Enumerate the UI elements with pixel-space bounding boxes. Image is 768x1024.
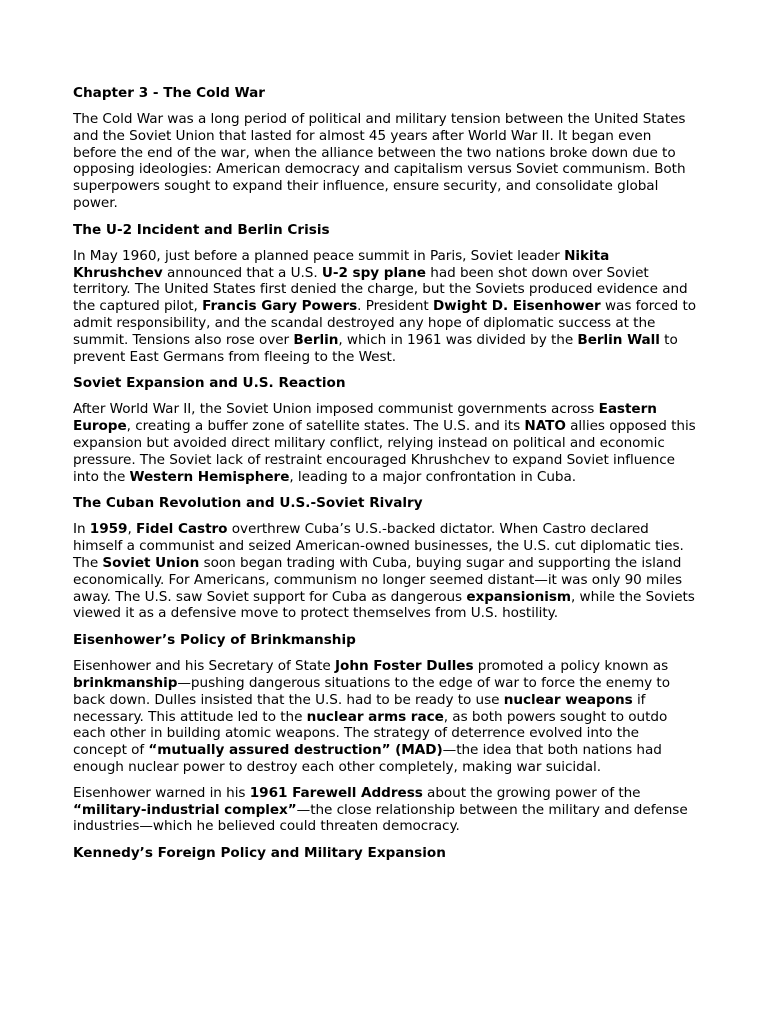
bold-term: 1961 Farewell Address	[249, 784, 423, 801]
bold-term: NATO	[524, 418, 566, 435]
text-run: , which in 1961 was divided by the	[338, 331, 578, 348]
text-run: —pushing dangerous situations to the edge of war to force the enemy to back down. Dulles insisted that the U.S. had to be ready to use	[73, 674, 670, 708]
section-heading: The Cuban Revolution and U.S.-Soviet Rivalry	[73, 495, 423, 512]
text-run: , as both powers sought to outdo each other in building atomic weapons. The strategy of deterrence evolved into the concept of	[73, 708, 668, 759]
section-heading: Soviet Expansion and U.S. Reaction	[73, 375, 346, 392]
bold-term: nuclear arms race	[306, 708, 444, 725]
text-run: , leading to a major confrontation in Cuba.	[289, 468, 577, 485]
text-run: . President	[357, 298, 433, 315]
bold-term: U-2 spy plane	[321, 264, 426, 281]
body-paragraph	[73, 248, 697, 366]
text-run: In May 1960, just before a planned peace summit in Paris, Soviet leader	[73, 247, 565, 264]
text-run: had been shot down over Soviet territory. The United States first denied the charge, but the Soviets produced evidence and the captured pilot,	[73, 264, 688, 315]
bold-term: nuclear weapons	[503, 691, 633, 708]
text-run: Eisenhower and his Secretary of State	[73, 658, 336, 675]
text-run: Eisenhower warned in his	[73, 784, 250, 801]
document-page	[73, 84, 697, 871]
bold-term: Soviet Union	[102, 554, 200, 571]
text-run: After World War II, the Soviet Union imposed communist governments across	[73, 401, 599, 418]
body-paragraph	[73, 785, 697, 835]
text-run: allies opposed this expansion but avoided direct military conflict, relying instead on political and economic pressure. The Soviet lack of restraint encouraged Khrushchev to expand Soviet influence into the	[73, 418, 696, 485]
body-paragraph	[73, 521, 697, 622]
bold-term: Western Hemisphere	[129, 468, 290, 485]
text-run: , while the Soviets viewed it as a defensive move to protect themselves from U.S. hostility.	[73, 588, 695, 622]
text-run: —the idea that both nations had enough nuclear power to destroy each other completely, making war suicidal.	[73, 742, 662, 775]
bold-term: “military-industrial complex”	[73, 801, 297, 818]
text-run: was forced to admit responsibility, and the scandal destroyed any hope of diplomatic success at the summit. Tensions also rose over	[73, 298, 697, 348]
chapter-title: Chapter 3 - The Cold War	[73, 85, 266, 101]
bold-term: Berlin Wall	[577, 331, 660, 348]
section-heading: The U-2 Incident and Berlin Crisis	[73, 221, 330, 238]
text-run: promoted a policy known as	[473, 658, 669, 675]
text-run: soon began trading with Cuba, buying sugar and supporting the island economically. For Americans, communism no longer seemed distant—it was only 90 miles away. The U.S. saw Soviet support for Cuba as dangerous	[73, 554, 683, 605]
text-run: if necessary. This attitude led to the	[73, 691, 646, 725]
bold-term: 1959	[89, 521, 128, 538]
bold-term: Francis Gary Powers	[202, 298, 358, 315]
body-paragraph	[73, 111, 697, 212]
text-run: overthrew Cuba’s U.S.-backed dictator. When Castro declared himself a communist and seized American-owned businesses, the U.S. cut diplomatic ties. The	[73, 521, 684, 571]
bold-term: “mutually assured destruction” (MAD)	[148, 742, 443, 759]
section-heading: Kennedy’s Foreign Policy and Military Expansion	[73, 845, 446, 862]
text-run: announced that a U.S.	[162, 264, 322, 281]
text-run: to prevent East Germans from fleeing to the West.	[73, 331, 678, 365]
bold-term: expansionism	[466, 588, 571, 605]
document-body	[73, 111, 697, 862]
bold-term: Fidel Castro	[135, 521, 228, 538]
bold-term: Eastern Europe	[73, 401, 657, 435]
section-heading: Eisenhower’s Policy of Brinkmanship	[73, 632, 356, 649]
bold-term: John Foster Dulles	[335, 658, 474, 675]
body-paragraph	[73, 401, 697, 485]
text-run: about the growing power of the	[422, 784, 641, 801]
bold-term: Dwight D. Eisenhower	[432, 298, 601, 315]
text-run: , creating a buffer zone of satellite states. The U.S. and its	[126, 418, 525, 435]
text-run: ,	[127, 521, 136, 538]
bold-term: Nikita Khrushchev	[73, 247, 610, 281]
text-run: The Cold War was a long period of political and military tension between the United States and the Soviet Union that lasted for almost 45 years after World War II. It began even before the end of the war, when the alliance between the two nations broke down due to opposing ideologies: American democracy and capitalism versus Soviet communism. Both superpowers sought to expand their influence, ensure security, and consolidate global power.	[73, 111, 686, 211]
text-run: In	[73, 521, 90, 538]
bold-term: Berlin	[293, 331, 339, 348]
text-run: —the close relationship between the military and defense industries—which he believed could threaten democracy.	[73, 801, 688, 835]
bold-term: brinkmanship	[73, 674, 178, 691]
body-paragraph	[73, 658, 697, 776]
